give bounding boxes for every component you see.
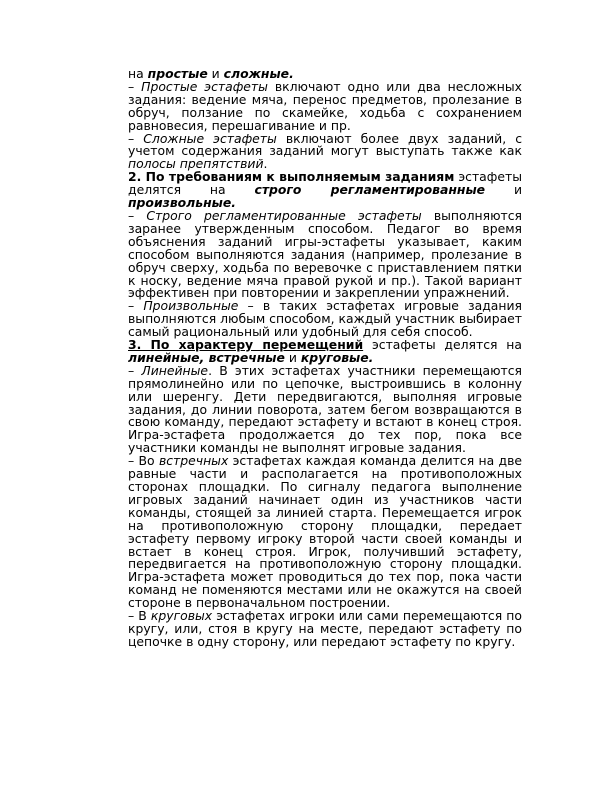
text-run: включают более двух заданий, с учетом содержания заданий могут выступать также как xyxy=(128,130,523,159)
text-run: – в таких эстафетах игровые задания выполняются любым способом, каждый участник выбирает самый рациональный или удобный для себя способ. xyxy=(128,298,523,340)
text-run: произвольные. xyxy=(128,195,236,211)
paragraph-section-2-heading xyxy=(128,171,522,210)
text-run: полосы препятствий xyxy=(128,156,264,172)
text-run: Строго регламентированные эстафеты xyxy=(146,207,422,223)
text-run: встречных xyxy=(158,453,229,469)
text-run: Линейные xyxy=(141,362,209,378)
text-run: простые xyxy=(147,66,208,81)
paragraph-counter-relays xyxy=(128,455,522,610)
paragraph-strict-relays xyxy=(128,207,522,301)
text-run: – xyxy=(128,298,144,314)
text-run: – В xyxy=(128,608,151,624)
text-run: линейные, встречные xyxy=(128,349,285,365)
text-run: круговые. xyxy=(300,349,374,365)
text-run: эстафетах каждая команда делится на две равные части и располагается на противоположных сторонах площадки. По сигналу педагога выполнение игровых заданий начинает один из участников части команды, стоящей за линией старта. Перемещается игрок на противоположную сторону площадки, передает эстафету первому игроку второй части своей команды и встает в конец строя. Игрок, получивший эстафету, передвигается на противоположную сторону площадки. Игра-эстафета может проводиться до тех пор, пока части команд не поменяются местами или не окажутся на своей стороне в первоначальном построении. xyxy=(128,453,522,611)
text-run: Сложные эстафеты xyxy=(143,130,277,146)
document-page xyxy=(128,68,522,649)
text-run: и xyxy=(284,349,301,365)
text-run: сложные. xyxy=(223,66,294,81)
text-run: . xyxy=(263,156,268,172)
text-run: – xyxy=(128,130,144,146)
text-run: эстафеты делятся на xyxy=(363,337,522,353)
text-run: выполняются заранее утвержденным способом. Педагог во время объяснения заданий игры-эстафеты указывает, каким способом выполняются задания (например, пролезание в обруч сверху, ходьба по веревочке с приставлением пятки к носку, ведение мяча правой рукой и пр.). Такой вариант эффективен при повторении и закреплении упражнений. xyxy=(128,207,522,301)
text-run: включают одно или два несложных задания: ведение мяча, перенос предметов, пролезание в обруч, ползание по скамейке, ходьба с сохранением равновесия, перешагивание и пр. xyxy=(128,78,523,133)
text-run: 3. По характеру перемещений xyxy=(128,337,364,353)
text-run: . В этих эстафетах участники перемещаются прямолинейно или по цепочке, выстроившись в колонну или шеренгу. Дети передвигаются, выполняя игровые задания, до линии поворота, затем бегом возвращаются в свою команду, передают эстафету и встают в конец строя. Игра-эстафета продолжается до тех пор, пока все участники команды не выполнят игровые задания. xyxy=(128,362,522,456)
paragraph-circular-relays xyxy=(128,610,522,649)
text-run: – Во xyxy=(128,453,159,469)
paragraph-complex-relays xyxy=(128,130,523,172)
text-run: круговых xyxy=(150,608,213,624)
text-run: эстафетах игроки или сами перемещаются по кругу, или, стоя в кругу на месте, передают эстафету по цепочке в одну сторону, или передают эстафету по кругу. xyxy=(128,608,522,649)
text-run: Произвольные xyxy=(143,298,239,314)
text-run: – xyxy=(128,78,142,94)
text-run: и xyxy=(485,182,522,198)
text-run: и xyxy=(207,66,224,81)
text-run: Простые эстафеты xyxy=(141,78,268,94)
text-run: – xyxy=(128,207,147,223)
paragraph-free-relays xyxy=(128,300,522,339)
text-run: – xyxy=(128,362,142,378)
text-run: строго регламентированные xyxy=(254,182,486,198)
text-run: 2. По требованиям к выполняемым заданиям xyxy=(128,169,455,185)
paragraph-simple-relays xyxy=(128,78,523,133)
paragraph-linear-relays xyxy=(128,362,522,456)
paragraph-section-3-heading xyxy=(128,339,522,365)
text-run: эстафеты делятся на xyxy=(128,169,522,198)
text-run: на xyxy=(128,66,148,81)
